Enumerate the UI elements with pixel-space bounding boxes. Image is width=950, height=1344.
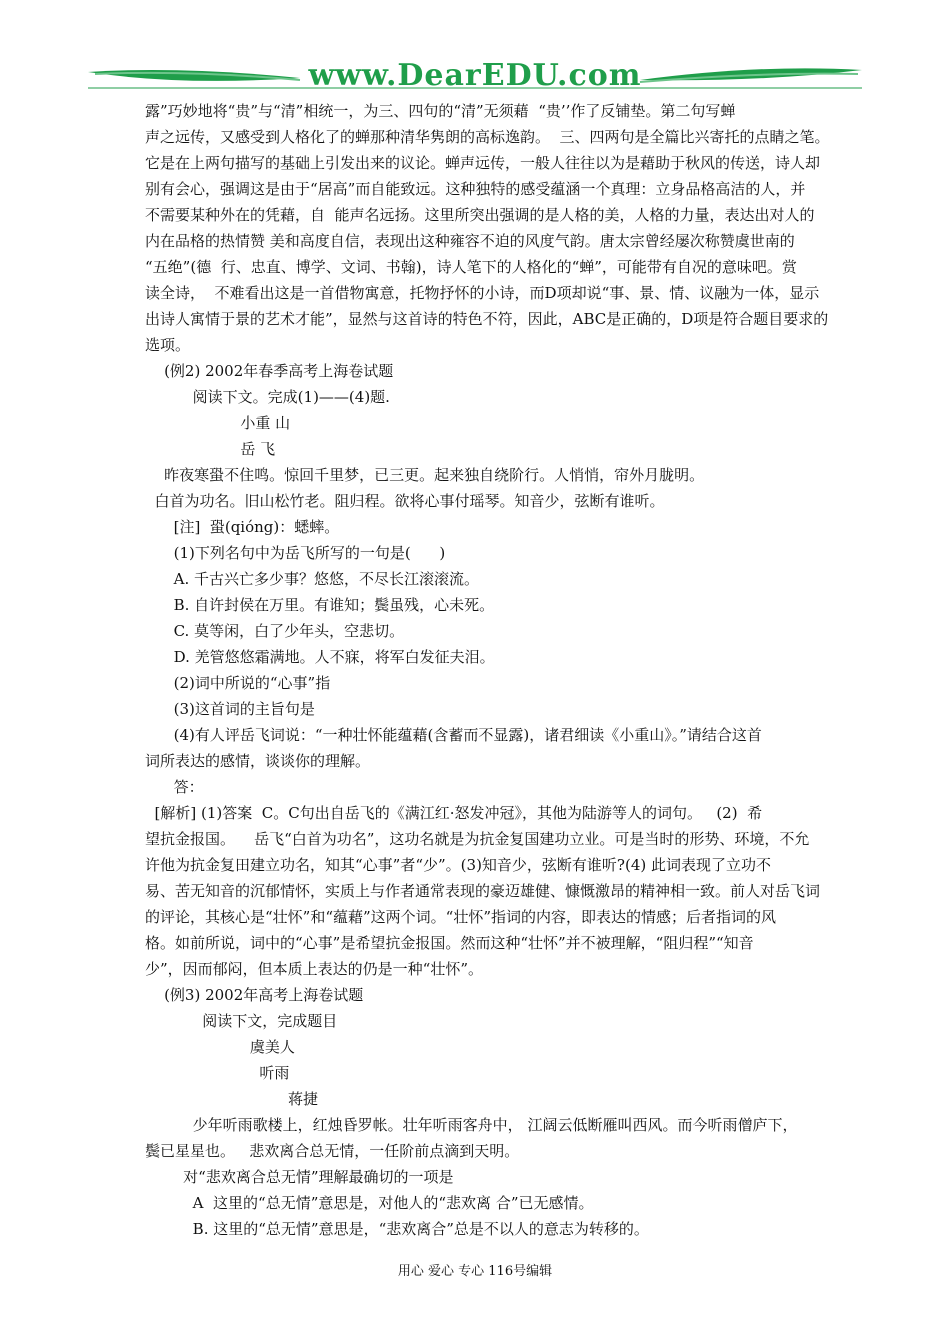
text-line: 的评论，其核心是“壮怀”和“蕴藉”这两个词。“壮怀”指词的内容，即表达的情感；后者指词的风 <box>145 908 777 926</box>
text-line: 内在品格的热情赞 美和高度自信，表现出这种雍容不迫的风度气韵。唐太宗曾经屡次称赞虞世南的 <box>145 232 795 250</box>
text-line: (4)有人评岳飞词说：“一种壮怀能蕴藉(含蓄而不显露)，诸君细读《小重山》。”请结合这首 <box>145 726 762 744</box>
text-line: 阅读下文。完成(1)——(4)题. <box>145 388 390 406</box>
site-title[interactable]: www.DearEDU.com <box>308 58 642 93</box>
text-line: A. 千古兴亡多少事？悠悠，不尽长江滚滚流。 <box>145 570 479 588</box>
text-line: 许他为抗金复田建立功名，知其“心事”者“少”。(3)知音少，弦断有谁听?(4) 此词表现了立功不 <box>145 856 771 874</box>
text-line: D. 羌管悠悠霜满地。人不寐，将军白发征夫泪。 <box>145 648 495 666</box>
text-line: 听雨 <box>145 1064 290 1082</box>
text-line: 露”巧妙地将“贵”与“清”相统一，为三、四句的“清”无须藉 “贵’’作了反铺垫。第二句写蝉 <box>145 102 736 120</box>
text-line: 格。如前所说，词中的“心事”是希望抗金报国。然而这种“壮怀”并不被理解，“阻归程”“知音 <box>145 934 754 952</box>
text-line: (1)下列名句中为岳飞所写的一句是( ) <box>145 544 446 562</box>
text-line: B. 这里的“总无情”意思是，“悲欢离合”总是不以人的意志为转移的。 <box>145 1220 649 1238</box>
text-line: B. 自许封侯在万里。有谁知；鬓虽残，心未死。 <box>145 596 495 614</box>
text-line: (2)词中所说的“心事”指 <box>145 674 331 692</box>
text-line: C. 莫等闲，白了少年头，空悲切。 <box>145 622 405 640</box>
text-line: [注] 蛩(qióng)：蟋蟀。 <box>145 518 340 536</box>
page-footer: 用心 爱心 专心 116号编辑 <box>397 1264 553 1279</box>
text-line: 词所表达的感情，谈谈你的理解。 <box>145 752 371 770</box>
text-line: (3)这首词的主旨句是 <box>145 700 315 718</box>
text-line: 望抗金报国。 岳飞“白首为功名”，这功名就是为抗金复国建功立业。可是当时的形势、环境，不允 <box>145 830 810 848</box>
text-line: 别有会心，强调这是由于“居高”而自能致远。这种独特的感受蕴涵一个真理：立身品格高洁的人，并 <box>145 180 806 198</box>
text-line: 阅读下文，完成题目 <box>145 1012 338 1030</box>
text-line: A 这里的“总无情”意思是，对他人的“悲欢离 合”已无感情。 <box>145 1194 594 1212</box>
text-line: 岳 飞 <box>145 440 276 458</box>
text-line: 少年听雨歌楼上，红烛昏罗帐。壮年听雨客舟中， 江阔云低断雁叫西风。而今听雨僧庐下， <box>145 1116 798 1134</box>
text-line: 答： <box>145 778 204 796</box>
text-line: 它是在上两句描写的基础上引发出来的议论。蝉声远传，一般人往往以为是藉助于秋风的传送，诗人却 <box>145 154 821 172</box>
text-line: 对“悲欢离合总无情”理解最确切的一项是 <box>145 1168 454 1186</box>
text-line: 蒋捷 <box>145 1090 319 1108</box>
text-line: 小重 山 <box>145 414 291 432</box>
page-header <box>0 0 950 100</box>
text-line: 易、苦无知音的沉郁情怀，实质上与作者通常表现的豪迈雄健、慷慨激昂的精神相一致。前人对岳飞词 <box>145 882 821 900</box>
text-line: 声之远传，又感受到人格化了的蝉那种清华隽朗的高标逸韵。 三、四两句是全篇比兴寄托的点睛之笔。 <box>145 128 830 146</box>
text-line: 少”，因而郁闷，但本质上表达的仍是一种“壮怀”。 <box>145 960 484 978</box>
text-line: 虞美人 <box>145 1038 295 1056</box>
text-line: 不需要某种外在的凭藉，自 能声名远扬。这里所突出强调的是人格的美，人格的力量，表达出对人的 <box>145 206 815 224</box>
text-line: 选项。 <box>145 336 191 354</box>
text-line: (例2) 2002年春季高考上海卷试题 <box>145 362 394 380</box>
text-line: (例3) 2002年高考上海卷试题 <box>145 986 364 1004</box>
text-line: 鬓已星星也。 悲欢离合总无情，一任阶前点滴到天明。 <box>145 1142 520 1160</box>
text-line: 昨夜寒蛩不住鸣。惊回千里梦，已三更。起来独自绕阶行。人悄悄，帘外月胧明。 <box>145 466 705 484</box>
text-line: 白首为功名。旧山松竹老。阻归程。欲将心事付瑶琴。知音少，弦断有谁听。 <box>145 492 665 510</box>
text-line: 读全诗， 不难看出这是一首借物寓意，托物抒怀的小诗，而D项却说“事、景、情、议融为一体，显示 <box>145 284 820 302</box>
text-line: [解析] (1)答案 C。C句出自岳飞的《满江红·怒发冲冠》，其他为陆游等人的词句。 (2) 希 <box>145 804 763 822</box>
document-body <box>145 98 865 1242</box>
text-line: “五绝”(德 行、忠直、博学、文词、书翰)，诗人笔下的人格化的“蝉”，可能带有自况的意味吧。赏 <box>145 258 797 276</box>
text-line: 出诗人寓情于景的艺术才能”，显然与这首诗的特色不符，因此，ABC是正确的，D项是符合题目要求的 <box>145 310 829 328</box>
